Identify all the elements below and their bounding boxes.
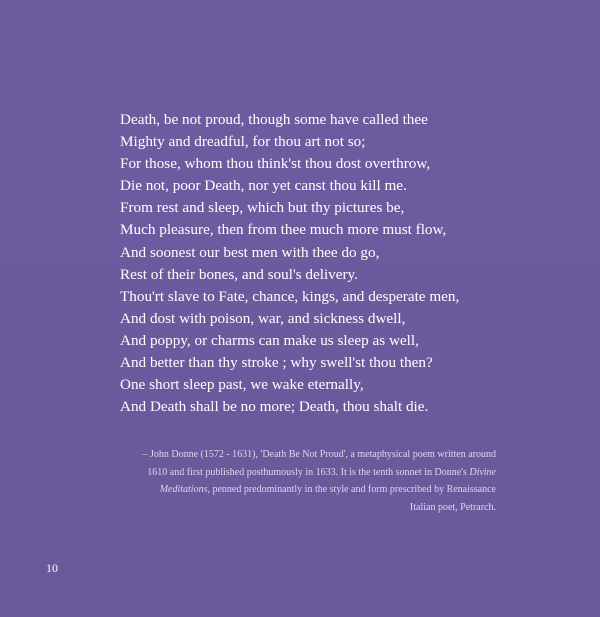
attribution-line: [110, 446, 496, 464]
page-number: 10: [46, 561, 58, 575]
attribution-title-italic: Meditations: [159, 484, 208, 495]
attribution-line: [110, 464, 496, 482]
poem-line: From rest and sleep, which but thy pictures be,: [120, 199, 405, 217]
poem-line: For those, whom thou think'st thou dost overthrow,: [120, 155, 431, 173]
attribution-text: – John Donne (1572 - 1631), 'Death Be Not Proud', a metaphysical poem written around: [142, 449, 496, 460]
attribution-title-italic: Divine: [469, 466, 496, 478]
attribution-text: 1610 and first published posthumously in 1633. It is the tenth sonnet in Donne's: [147, 466, 467, 478]
poem-line: Much pleasure, then from thee much more must flow,: [120, 221, 447, 239]
poem-line: Thou'rt slave to Fate, chance, kings, and desperate men,: [120, 287, 460, 305]
poem-line: And Death shall be no more; Death, thou shalt die.: [120, 398, 429, 416]
poem-line: One short sleep past, we wake eternally,: [120, 376, 364, 394]
poem: [120, 109, 520, 418]
poem-line: And poppy, or charms can make us sleep as well,: [120, 331, 419, 349]
attribution-text: , penned predominantly in the style and form prescribed by Renaissance: [207, 484, 496, 495]
attribution-line: [110, 499, 496, 517]
poem-line: Rest of their bones, and soul's delivery.: [120, 265, 358, 283]
poem-line: Death, be not proud, though some have called thee: [120, 111, 428, 128]
poem-line: And soonest our best men with thee do go,: [120, 243, 380, 261]
attribution-line: [110, 481, 496, 499]
poem-line: Mighty and dreadful, for thou art not so;: [120, 133, 366, 151]
poem-line: Die not, poor Death, nor yet canst thou kill me.: [120, 177, 407, 195]
poem-attribution: [110, 446, 496, 516]
attribution-text: Italian poet, Petrarch.: [409, 501, 496, 513]
poem-line: And dost with poison, war, and sickness dwell,: [120, 309, 406, 327]
poem-line: And better than thy stroke ; why swell'st thou then?: [120, 354, 433, 372]
